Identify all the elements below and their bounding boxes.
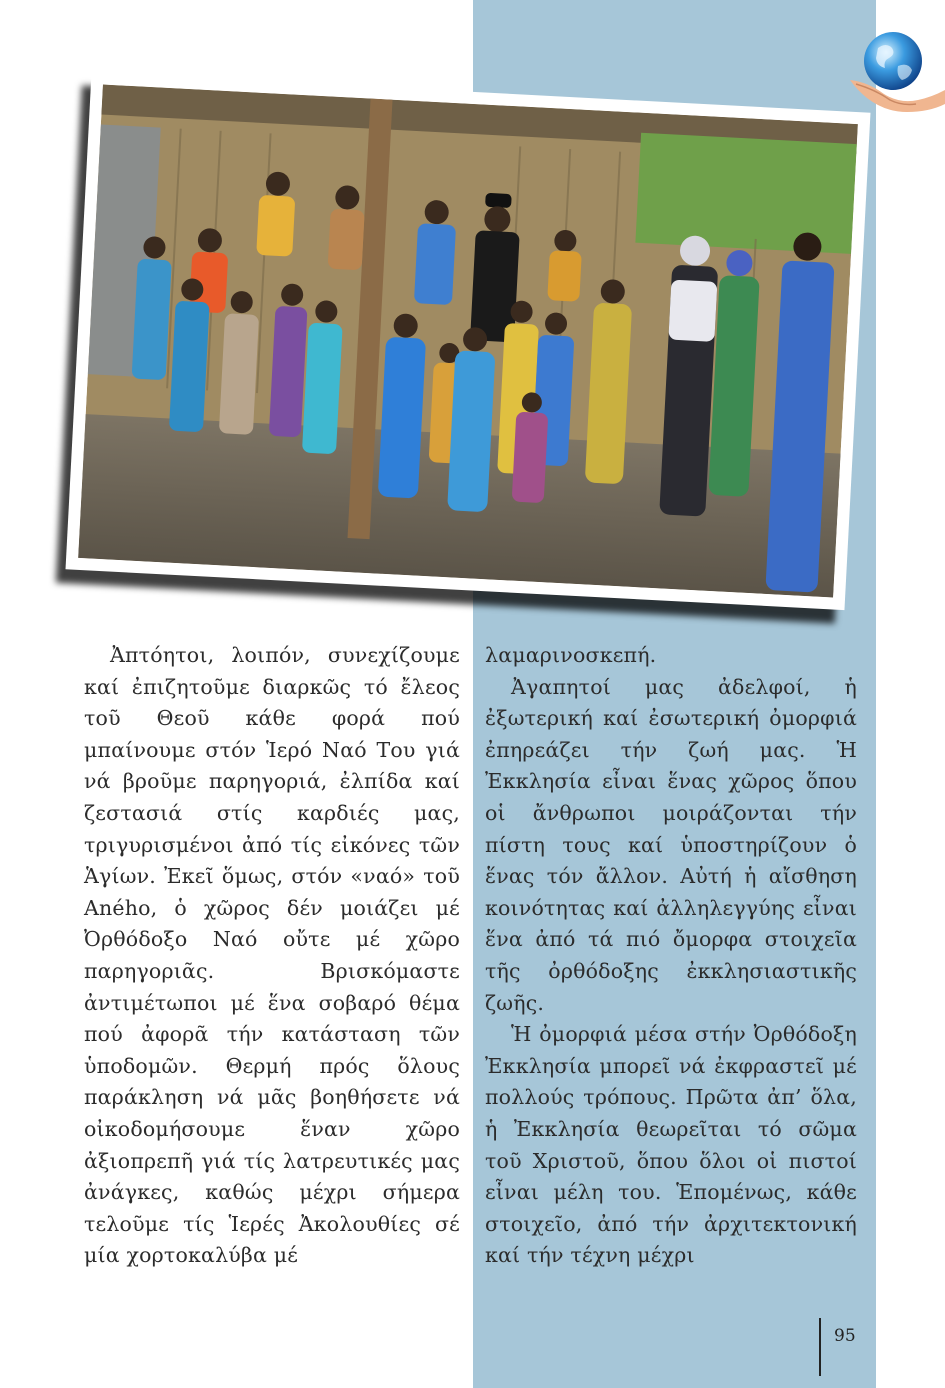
left-paragraph-1: Ἀπτόητοι, λοιπόν, συνεχίζουμε καί ἐπιζητοῦμε διαρκῶς τό ἔλεος τοῦ Θεοῦ κάθε φορά πού μπαίνουμε στόν Ἱερό Ναό Του γιά νά βροῦμε παρηγοριά, ἐλπίδα καί ζεστασιά στίς καρδιές μας, τριγυρισμένοι ἀπό τίς εἰκόνες τῶν Ἁγίων. Ἐκεῖ ὅμως, στόν «ναό» τοῦ Aného, ὁ χῶρος δέν μοιάζει μέ Ὀρθόδοξο Ναό οὔτε μέ χῶρο παρηγοριᾶς. Βρισκόμαστε ἀντιμέτωποι μέ ἕνα σοβαρό θέμα πού ἀφορᾶ τήν κατάσταση τῶν ὑποδομῶν. Θερμή πρός ὅλους παράκληση νά μᾶς βοηθήσετε νά οἰκοδομήσουμε ἕναν χῶρο ἀξιοπρεπῆ γιά τίς λατρευτικές μας ἀνάγκες, καθώς μέχρι σήμερα τελοῦμε τίς Ἱερές Ἀκολουθίες σέ μία χορτοκαλύβα μέ: [84, 643, 460, 1268]
left-text-column: [84, 640, 460, 1272]
page-number-rule: [819, 1318, 821, 1376]
group-photo: [78, 85, 858, 598]
page-number: 95: [834, 1326, 856, 1346]
right-continuation: λαμαρινοσκεπή.: [485, 643, 657, 667]
photo-frame: [66, 72, 871, 610]
right-text-column: [485, 640, 857, 1272]
globe-in-hand-icon: [848, 28, 945, 120]
right-paragraph-2: Ἡ ὀμορφιά μέσα στήν Ὀρθόδοξη Ἐκκλησία μπορεῖ νά ἐκφραστεῖ μέ πολλούς τρόπους. Πρῶτα ἀπ’ ὅλα, ἡ Ἐκκλησία θεωρεῖται τό σῶμα τοῦ Χριστοῦ, ὅπου ὅλοι οἱ πιστοί εἶναι μέλη του. Ἑπομένως, κάθε στοιχεῖο, ἀπό τήν ἀρχιτεκτονική καί τήν τέχνη μέχρι: [485, 1022, 857, 1268]
right-paragraph-1: Ἀγαπητοί μας ἀδελφοί, ἡ ἐξωτερική καί ἐσωτερική ὀμορφιά ἐπηρεάζει τήν ζωή μας. Ἡ Ἐκκλησία εἶναι ἕνας χῶρος ὅπου οἱ ἄνθρωποι μοιράζονται τήν πίστη τους καί ὑποστηρίζουν ὁ ἕνας τόν ἄλλον. Αὐτή ἡ αἴσθηση κοινότητας καί ἀλληλεγγύης εἶναι ἕνα ἀπό τά πιό ὄμορφα στοιχεῖα τῆς ὀρθόδοξης ἐκκλησιαστικῆς ζωῆς.: [485, 674, 857, 1015]
